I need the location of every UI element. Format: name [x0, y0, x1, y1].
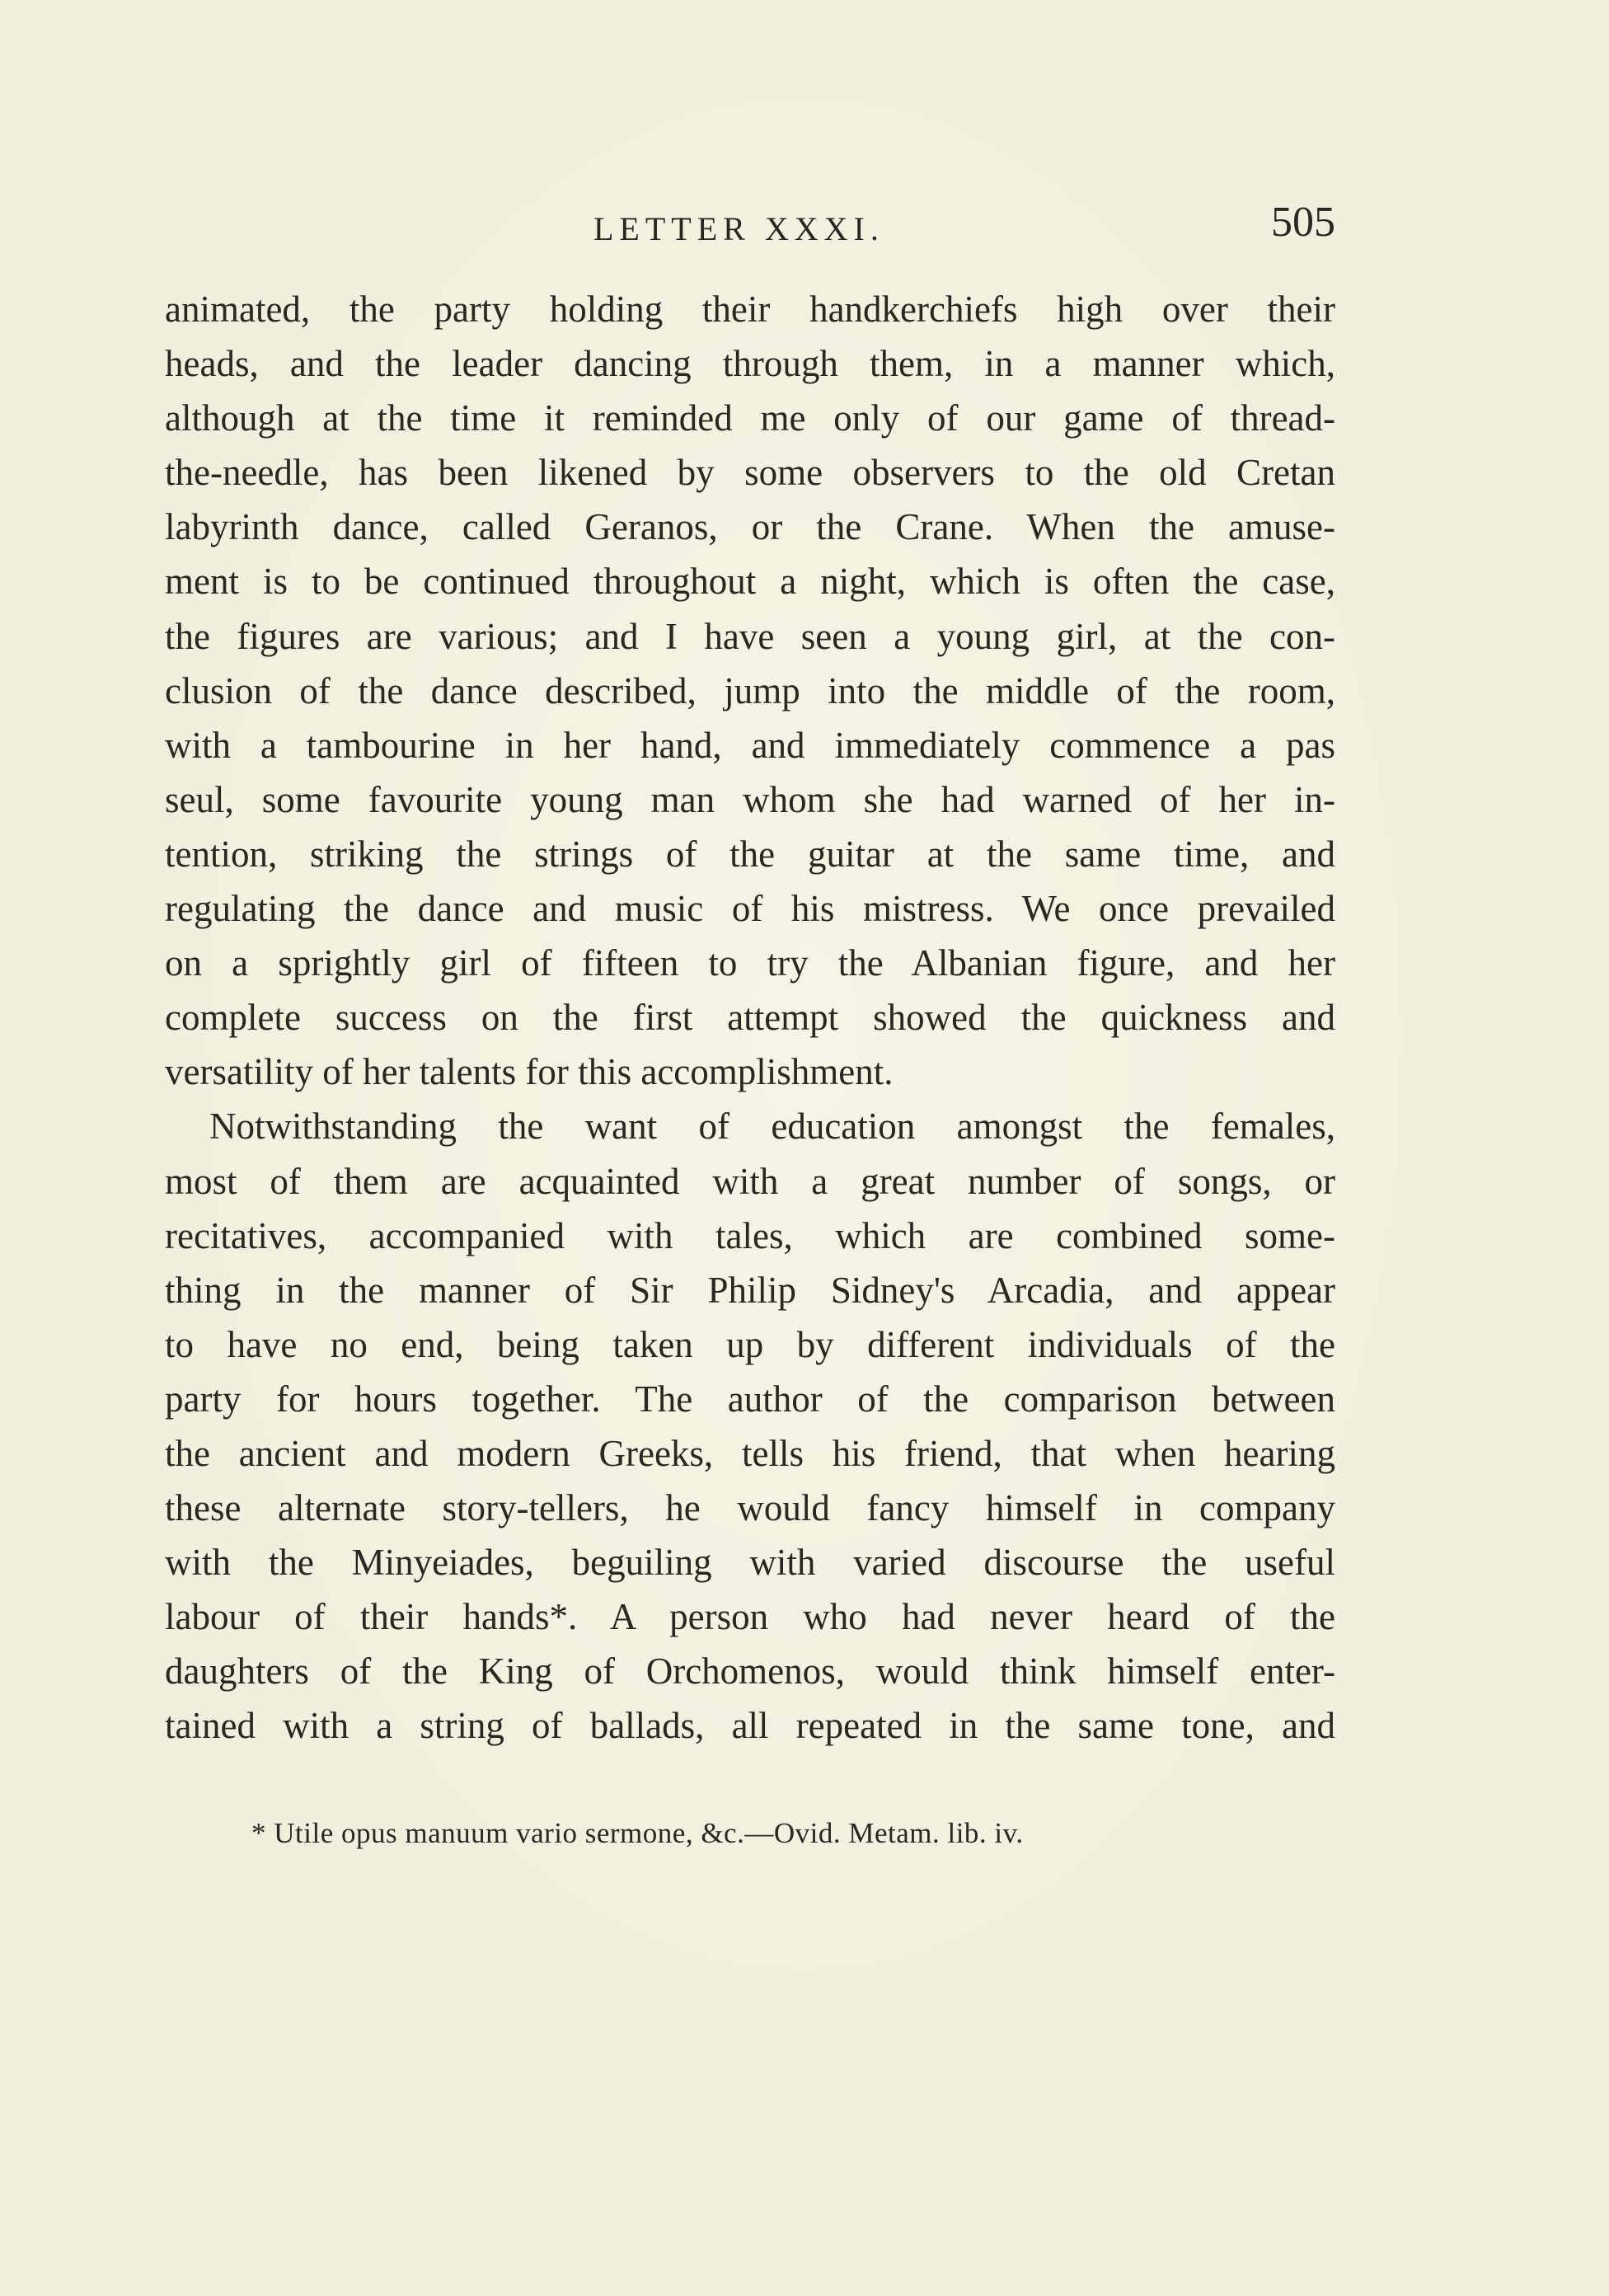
- text-line: heads, and the leader dancing through them, in a manner which,: [165, 343, 1335, 385]
- text-line: the-needle, has been likened by some observers to the old Cretan: [165, 452, 1335, 494]
- text-line: animated, the party holding their handkerchiefs high over their: [165, 289, 1335, 330]
- text-line: clusion of the dance described, jump into the middle of the room,: [165, 669, 1335, 711]
- text-line-paragraph-start: Notwithstanding the want of education amongst the females,: [209, 1106, 1335, 1148]
- text-line: recitatives, accompanied with tales, which are combined some-: [165, 1214, 1335, 1256]
- page-number: 505: [1271, 199, 1335, 246]
- text-line: tained with a string of ballads, all repeated in the same tone, and: [165, 1705, 1335, 1747]
- page-header: [165, 198, 1335, 256]
- text-line: these alternate story-tellers, he would fancy himself in company: [165, 1487, 1335, 1529]
- footnote: * Utile opus manuum vario sermone, &c.—Ovid. Metam. lib. iv.: [251, 1817, 1024, 1849]
- text-line: to have no end, being taken up by different individuals of the: [165, 1323, 1335, 1365]
- body-text: [165, 282, 1335, 1754]
- text-line: labyrinth dance, called Geranos, or the Crane. When the amuse-: [165, 506, 1335, 548]
- text-line: tention, striking the strings of the guitar at the same time, and: [165, 833, 1335, 875]
- text-line: versatility of her talents for this accomplishment.: [165, 1051, 894, 1093]
- text-line: on a sprightly girl of fifteen to try the Albanian figure, and her: [165, 942, 1335, 984]
- text-line: the figures are various; and I have seen a young girl, at the con-: [165, 615, 1335, 657]
- text-line: regulating the dance and music of his mistress. We once prevailed: [165, 888, 1335, 930]
- text-line: with a tambourine in her hand, and immediately commence a pas: [165, 724, 1335, 766]
- text-line: although at the time it reminded me only of our game of thread-: [165, 397, 1335, 439]
- running-head: LETTER XXXI.: [593, 210, 884, 247]
- text-line: the ancient and modern Greeks, tells his friend, that when hearing: [165, 1432, 1335, 1474]
- text-line: daughters of the King of Orchomenos, would think himself enter-: [165, 1650, 1335, 1693]
- text-line: thing in the manner of Sir Philip Sidney's Arcadia, and appear: [165, 1269, 1335, 1311]
- text-line: party for hours together. The author of the comparison between: [165, 1378, 1335, 1420]
- text-line: labour of their hands*. A person who had never heard of the: [165, 1596, 1335, 1638]
- text-line: with the Minyeiades, beguiling with varied discourse the useful: [165, 1542, 1335, 1584]
- text-line: ment is to be continued throughout a night, which is often the case,: [165, 561, 1335, 603]
- text-line: complete success on the first attempt showed the quickness and: [165, 997, 1335, 1039]
- text-line: seul, some favourite young man whom she had warned of her in-: [165, 778, 1335, 820]
- text-line: most of them are acquainted with a great number of songs, or: [165, 1160, 1335, 1202]
